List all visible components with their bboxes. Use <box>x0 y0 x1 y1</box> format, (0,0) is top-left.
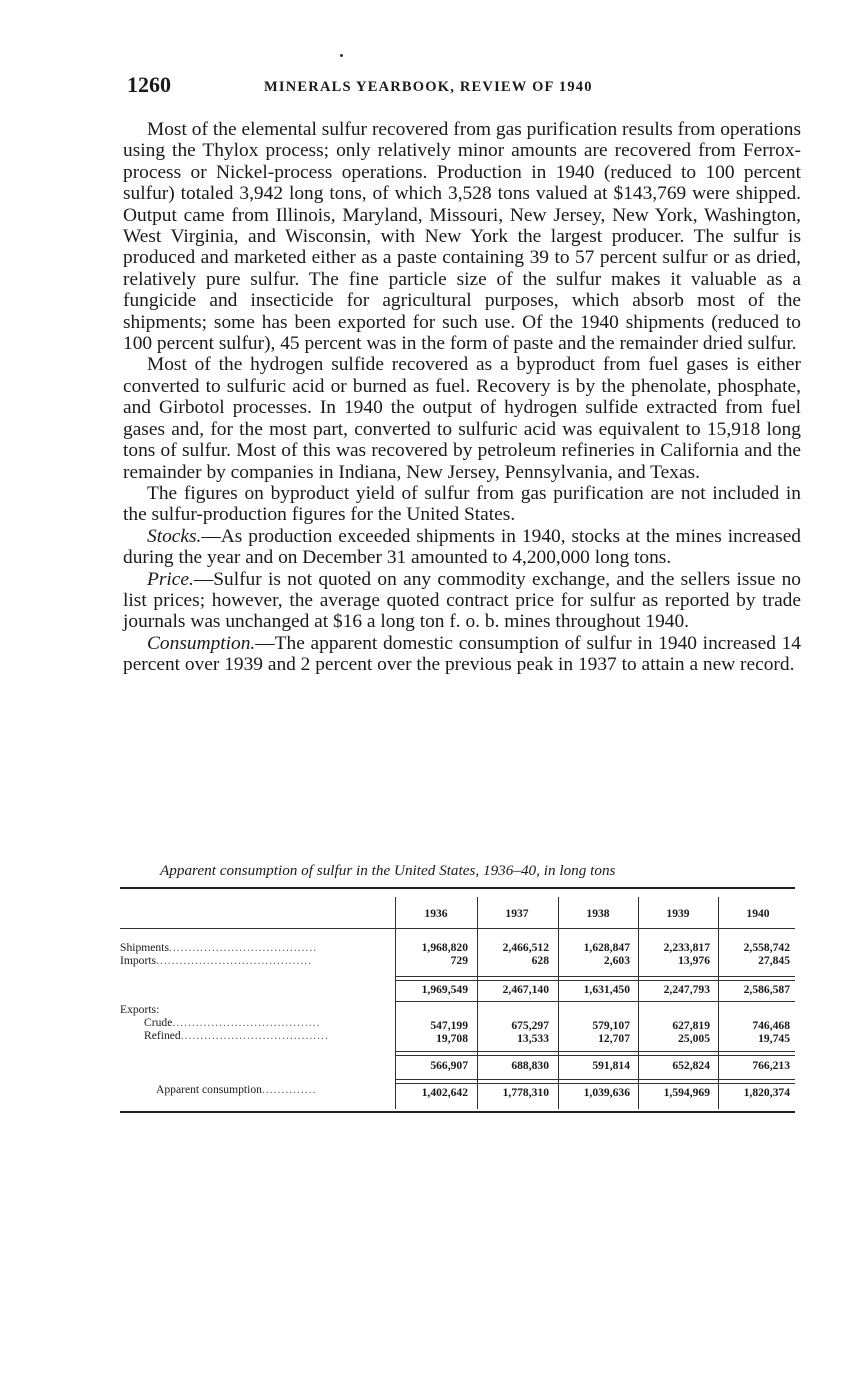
cell-imports: 13,976 <box>678 954 710 967</box>
cell-refined: 13,533 <box>517 1032 549 1045</box>
consumption-table <box>120 887 795 1113</box>
cell-shipments: 2,558,742 <box>743 941 790 954</box>
consumption-heading: Consumption. <box>147 632 256 654</box>
row-label-exports: Exports: <box>120 1003 160 1016</box>
cell-subtotal: 2,247,793 <box>663 983 710 996</box>
table-top-rule <box>120 887 795 889</box>
table-bottom-rule <box>120 1111 795 1113</box>
consumption-text: —The apparent domestic consumption of sulfur in 1940 increased 14 percent over 1939 and 2 percent over the previous peak in 1937 to attain a new record. <box>123 632 801 676</box>
cell-exports-total: 652,824 <box>672 1059 710 1072</box>
paragraph-gas-purification: Most of the elemental sulfur recovered from gas purification results from operations using the Thylox process; only relatively minor amounts are recovered from Ferrox-process or Nickel-process operations. Production in 1940 (reduced to 100 percent sulfur) totaled 3,942 long tons, of which 3,528 tons valued at $143,769 were shipped. Output came from Illinois, Maryland, Missouri, New Jersey, New York, Washington, West Virginia, and Wisconsin, with New York the largest producer. The sulfur is produced and marketed either as a paste containing 39 to 57 percent sulfur or as dried, relatively pure sulfur. The fine particle size of the sulfur makes it valuable as a fungicide and insecticide for agricultural purposes, which absorb most of the shipments; some has been exported for such use. Of the 1940 shipments (reduced to 100 percent sulfur), 45 percent was in the form of paste and the remainder dried sulfur. <box>123 119 801 355</box>
cell-crude: 579,107 <box>592 1019 630 1032</box>
cell-exports-total: 591,814 <box>592 1059 630 1072</box>
cell-refined: 19,708 <box>436 1032 468 1045</box>
paragraph-consumption <box>123 633 801 676</box>
row-label-shipments: Shipments...................................... <box>120 941 318 954</box>
stocks-text: —As production exceeded shipments in 1940, stocks at the mines increased during the year and on December 31 amounted to 4,200,000 long tons. <box>123 525 801 569</box>
cell-apparent: 1,594,969 <box>663 1086 710 1099</box>
paragraph-stocks <box>123 526 801 569</box>
cell-refined: 12,707 <box>598 1032 630 1045</box>
cell-crude: 547,199 <box>430 1019 468 1032</box>
paragraph-price <box>123 569 801 633</box>
cell-shipments: 1,968,820 <box>421 941 468 954</box>
cell-subtotal: 2,586,587 <box>743 983 790 996</box>
year-header: 1938 <box>586 907 610 920</box>
cell-exports-total: 766,213 <box>752 1059 790 1072</box>
cell-shipments: 2,233,817 <box>663 941 710 954</box>
body-text <box>123 119 801 676</box>
exports-total-rule <box>396 1051 795 1056</box>
cell-subtotal: 1,631,450 <box>583 983 630 996</box>
cell-imports: 729 <box>450 954 468 967</box>
cell-crude: 746,468 <box>752 1019 790 1032</box>
cell-shipments: 2,466,512 <box>502 941 549 954</box>
stocks-heading: Stocks. <box>147 525 202 547</box>
row-label-crude: Crude...................................... <box>144 1016 321 1029</box>
apparent-rule <box>396 1079 795 1084</box>
paragraph-hydrogen-sulfide: Most of the hydrogen sulfide recovered as a byproduct from fuel gases is either converted to sulfuric acid or burned as fuel. Recovery is by the phenolate, phosphate, and Girbotol processes. In 1940 the output of hydrogen sulfide extracted from fuel gases and, for the most part, converted to sulfuric acid was equivalent to 15,918 long tons of sulfur. Most of this was recovered by petroleum refineries in California and the remainder by companies in Indiana, New Jersey, Pennsylvania, and Texas. <box>123 354 801 483</box>
page-number: 1260 <box>127 72 171 97</box>
row-label-apparent: Apparent consumption.............. <box>156 1083 317 1096</box>
cell-imports: 27,845 <box>758 954 790 967</box>
stray-dot <box>340 54 343 57</box>
price-heading: Price. <box>147 568 194 590</box>
row-label-refined: Refined...................................... <box>144 1029 329 1042</box>
cell-imports: 2,603 <box>603 954 630 967</box>
cell-subtotal: 1,969,549 <box>421 983 468 996</box>
header-rule <box>120 928 795 929</box>
year-header: 1936 <box>424 907 448 920</box>
year-header: 1937 <box>505 907 529 920</box>
running-head: MINERALS YEARBOOK, REVIEW OF 1940 <box>264 79 593 95</box>
price-text: —Sulfur is not quoted on any commodity exchange, and the sellers issue no list prices; however, the average quoted contract price for sulfur as reported by trade journals was unchanged at $16 a long ton f. o. b. mines throughout 1940. <box>123 568 801 633</box>
cell-crude: 627,819 <box>672 1019 710 1032</box>
cell-refined: 19,745 <box>758 1032 790 1045</box>
cell-apparent: 1,402,642 <box>421 1086 468 1099</box>
cell-subtotal: 2,467,140 <box>502 983 549 996</box>
cell-refined: 25,005 <box>678 1032 710 1045</box>
cell-apparent: 1,039,636 <box>583 1086 630 1099</box>
cell-shipments: 1,628,847 <box>583 941 630 954</box>
paragraph-byproduct-figures: The figures on byproduct yield of sulfur from gas purification are not included in the sulfur-production figures for the United States. <box>123 482 801 526</box>
cell-exports-total: 688,830 <box>511 1059 549 1072</box>
page-header <box>127 72 687 102</box>
table-caption: Apparent consumption of sulfur in the United States, 1936–40, in long tons <box>160 862 616 879</box>
cell-crude: 675,297 <box>511 1019 549 1032</box>
cell-imports: 628 <box>531 954 549 967</box>
subtotal-under-rule <box>396 1001 795 1002</box>
cell-apparent: 1,820,374 <box>743 1086 790 1099</box>
cell-exports-total: 566,907 <box>430 1059 468 1072</box>
year-header: 1939 <box>666 907 690 920</box>
year-header: 1940 <box>746 907 770 920</box>
row-label-imports: Imports........................................ <box>120 954 313 967</box>
subtotal-rule <box>396 976 795 981</box>
cell-apparent: 1,778,310 <box>502 1086 549 1099</box>
